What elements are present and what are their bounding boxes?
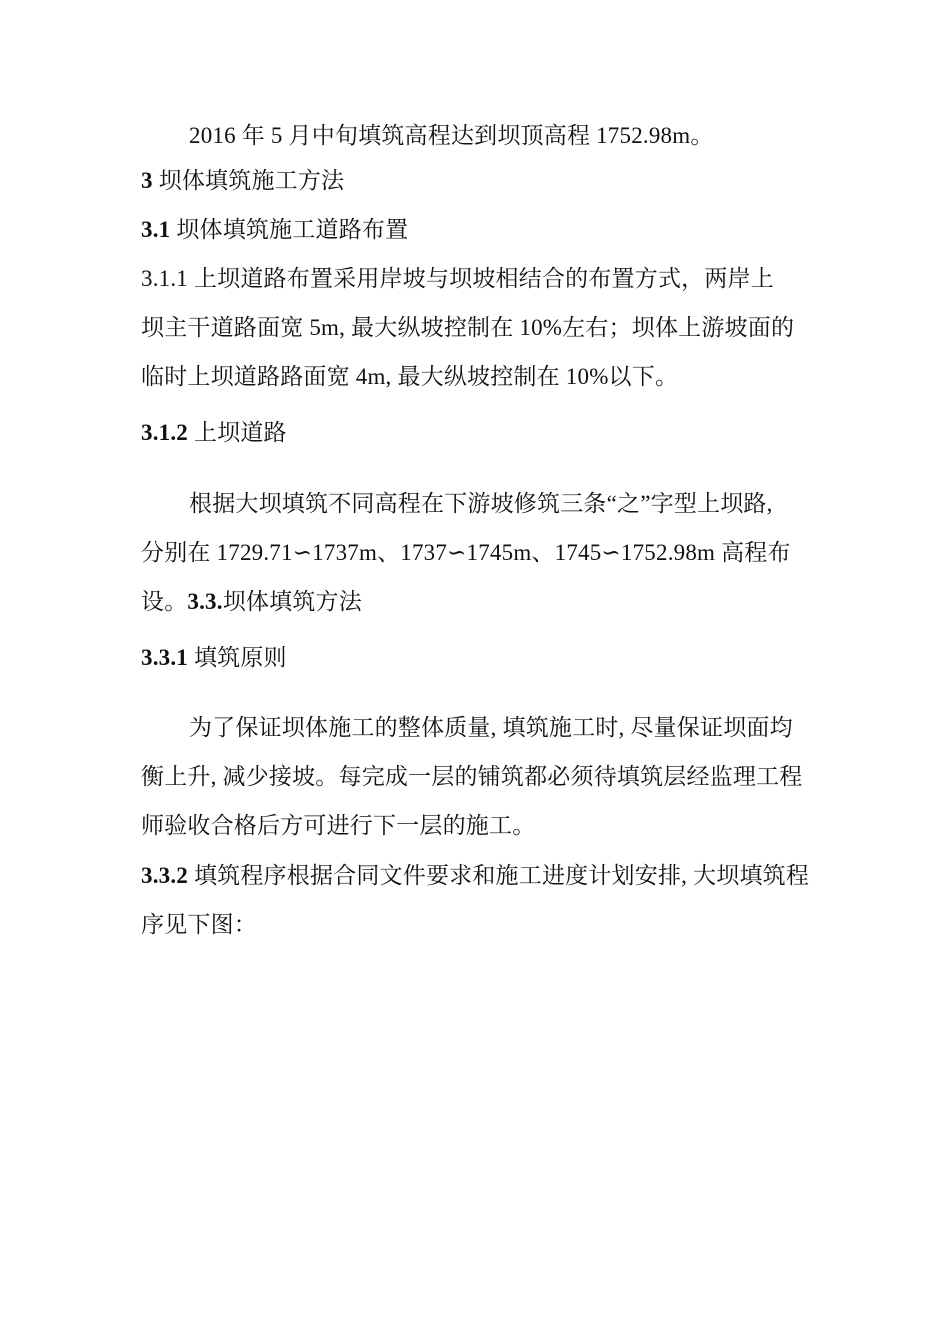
heading-number: 3.3. xyxy=(187,589,223,614)
heading-3 xyxy=(141,166,344,196)
paragraph-text: 根据大坝填筑不同高程在下游坡修筑三条“之”字型上坝路, xyxy=(189,491,773,516)
paragraph-text: 设。 xyxy=(141,589,188,614)
heading-number: 3.1.2 xyxy=(141,420,188,445)
paragraph-3-1-1-line-1 xyxy=(141,264,774,294)
paragraph-3-3-1-line-2 xyxy=(141,762,803,792)
paragraph-text: 坝主干道路面宽 5m, 最大纵坡控制在 10%左右；坝体上游坡面的 xyxy=(141,315,795,340)
paragraph-text: 序见下图： xyxy=(141,912,257,937)
paragraph-3-1-2-line-1 xyxy=(189,489,773,519)
heading-number: 3.3.1 xyxy=(141,645,188,670)
heading-title: 坝体填筑施工方法 xyxy=(152,168,345,193)
heading-title: 上坝道路 xyxy=(188,420,287,445)
paragraph-3-1-2-line-3 xyxy=(141,587,362,617)
paragraph-text: 衡上升, 减少接坡。每完成一层的铺筑都必须待填筑层经监理工程 xyxy=(141,764,803,789)
heading-number: 3 xyxy=(141,168,153,193)
paragraph-text: 临时上坝道路路面宽 4m, 最大纵坡控制在 10%以下。 xyxy=(141,364,679,389)
heading-number: 3.3.2 xyxy=(141,863,188,888)
paragraph-3-3-1-line-1 xyxy=(189,713,793,743)
paragraph-3-1-2-line-2 xyxy=(141,538,791,568)
paragraph-text: 2016 年 5 月中旬填筑高程达到坝顶高程 1752.98m。 xyxy=(189,123,714,148)
paragraph-fill-elevation xyxy=(189,121,714,151)
paragraph-3-3-2-line-1 xyxy=(141,861,809,891)
paragraph-text: 为了保证坝体施工的整体质量, 填筑施工时, 尽量保证坝面均 xyxy=(189,715,793,740)
heading-title: 坝体填筑方法 xyxy=(222,589,362,614)
paragraph-3-1-1-line-2 xyxy=(141,313,794,343)
paragraph-text: 3.1.1 上坝道路布置采用岸坡与坝坡相结合的布置方式，两岸上 xyxy=(141,266,774,291)
paragraph-3-1-1-line-3 xyxy=(141,362,678,392)
paragraph-3-3-1-line-3 xyxy=(141,811,535,841)
heading-3-1 xyxy=(141,215,408,245)
heading-3-3-1 xyxy=(141,643,287,673)
heading-title: 填筑原则 xyxy=(188,645,287,670)
paragraph-text: 填筑程序根据合同文件要求和施工进度计划安排, 大坝填筑程 xyxy=(188,863,810,888)
heading-3-1-2 xyxy=(141,418,287,448)
paragraph-text: 分别在 1729.71∽1737m、1737∽1745m、1745∽1752.98m 高程布 xyxy=(141,540,791,565)
paragraph-3-3-2-line-2 xyxy=(141,910,257,940)
heading-title: 坝体填筑施工道路布置 xyxy=(170,217,409,242)
heading-number: 3.1 xyxy=(141,217,171,242)
paragraph-text: 师验收合格后方可进行下一层的施工。 xyxy=(141,813,536,838)
